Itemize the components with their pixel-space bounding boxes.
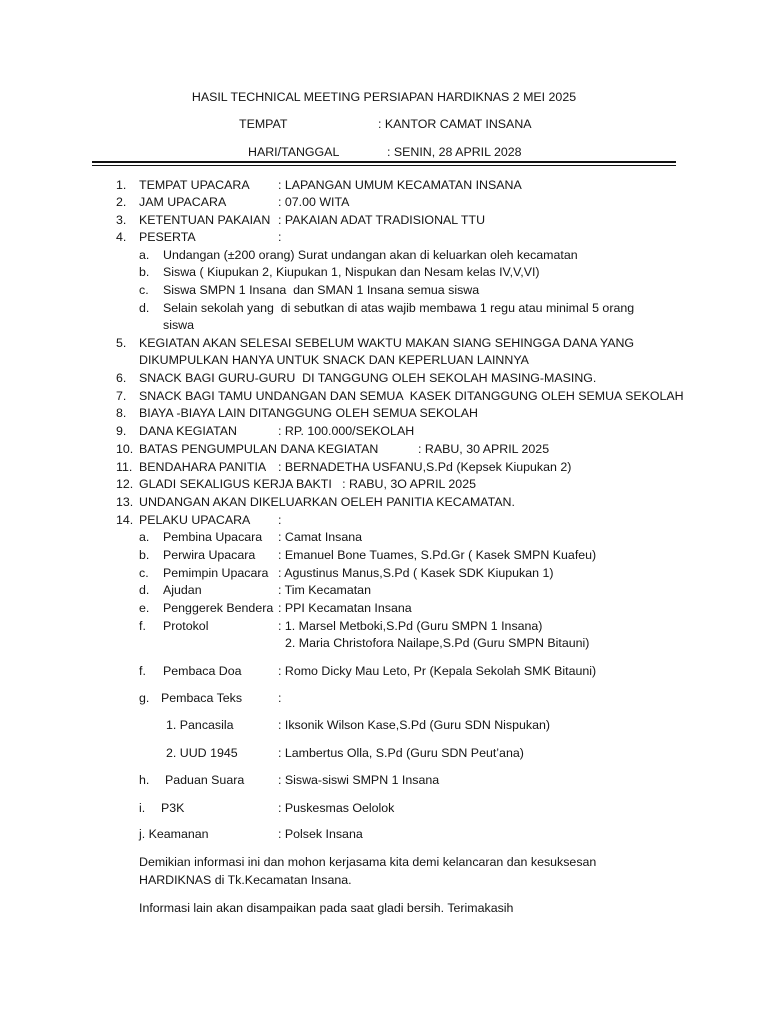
sub-letter: f. — [139, 619, 146, 633]
role-label: Pemimpin Upacara — [163, 566, 269, 580]
sub-text: Siswa SMPN 1 Insana dan SMAN 1 Insana semua siswa — [163, 283, 480, 297]
role-label: P3K — [161, 801, 185, 815]
role-label: Paduan Suara — [165, 773, 245, 787]
item-value: : — [278, 513, 282, 527]
sub-letter: b. — [139, 548, 150, 562]
item-number: 9. — [116, 424, 127, 438]
item-label: PESERTA — [139, 230, 196, 244]
sub-letter: g. — [139, 691, 150, 705]
item-number: 3. — [116, 213, 127, 227]
item-number: 5. — [116, 336, 127, 350]
item-text: BIAYA -BIAYA LAIN DITANGGUNG OLEH SEMUA SEKOLAH — [139, 406, 478, 420]
item-label: BENDAHARA PANITIA — [139, 460, 267, 474]
sub-letter: d. — [139, 301, 150, 315]
item-label: DANA KEGIATAN — [139, 424, 237, 438]
closing-note: Informasi lain akan disampaikan pada saat gladi bersih. Terimakasih — [139, 901, 514, 915]
item-label: JAM UPACARA — [139, 195, 227, 209]
sub-letter: a. — [139, 248, 150, 262]
role-label: Pembaca Doa — [163, 664, 242, 678]
sub-letter: i. — [139, 801, 146, 815]
place-value: : KANTOR CAMAT INSANA — [378, 117, 532, 131]
header-rule-thick — [92, 161, 676, 163]
role-label: 1. Pancasila — [166, 718, 234, 732]
role-value: : Siswa-siswi SMPN 1 Insana — [278, 773, 440, 787]
role-value: : Lambertus Olla, S.Pd (Guru SDN Peut’ana) — [278, 746, 524, 760]
item-value: : — [278, 230, 282, 244]
item-label: BATAS PENGUMPULAN DANA KEGIATAN — [139, 442, 379, 456]
role-value: : Polsek Insana — [278, 827, 363, 841]
item-text: SNACK BAGI TAMU UNDANGAN DAN SEMUA KASEK DITANGGUNG OLEH SEMUA SEKOLAH — [139, 389, 684, 403]
item-value: : 07.00 WITA — [278, 195, 350, 209]
role-label: 2. UUD 1945 — [166, 746, 238, 760]
document-title: HASIL TECHNICAL MEETING PERSIAPAN HARDIKNAS 2 MEI 2025 — [191, 90, 577, 104]
sub-letter: a. — [139, 530, 150, 544]
role-label: Perwira Upacara — [163, 548, 256, 562]
role-value: : Puskesmas Oelolok — [278, 801, 395, 815]
item-value: : BERNADETHA USFANU,S.Pd (Kepsek Kiupukan 2) — [278, 460, 572, 474]
sub-text: Undangan (±200 orang) Surat undangan akan di keluarkan oleh kecamatan — [163, 248, 578, 262]
item-value: : PAKAIAN ADAT TRADISIONAL TTU — [278, 213, 486, 227]
item-number: 6. — [116, 371, 127, 385]
item-value: : RP. 100.000/SEKOLAH — [278, 424, 415, 438]
role-label: Penggerek Bendera — [163, 601, 274, 615]
sub-letter: c. — [139, 283, 149, 297]
item-number: 8. — [116, 406, 127, 420]
item-text: GLADI SEKALIGUS KERJA BAKTI : RABU, 3O APRIL 2025 — [139, 477, 476, 491]
item-number: 10. — [116, 442, 134, 456]
item-number: 13. — [116, 495, 134, 509]
item-text: UNDANGAN AKAN DIKELUARKAN OELEH PANITIA KECAMATAN. — [139, 495, 515, 509]
sub-letter: h. — [139, 773, 150, 787]
closing-paragraph-line: Demikian informasi ini dan mohon kerjasama kita demi kelancaran dan kesuksesan — [139, 855, 597, 869]
role-label: j. Keamanan — [139, 827, 209, 841]
sub-letter: d. — [139, 583, 150, 597]
item-number: 11. — [116, 460, 133, 474]
item-value: : LAPANGAN UMUM KECAMATAN INSANA — [278, 178, 522, 192]
role-value: : Agustinus Manus,S.Pd ( Kasek SDK Kiupukan 1) — [278, 566, 554, 580]
item-number: 1. — [116, 178, 127, 192]
role-value: : Romo Dicky Mau Leto, Pr (Kepala Sekolah SMK Bitauni) — [278, 664, 597, 678]
sub-letter: c. — [139, 566, 149, 580]
sub-text: Siswa ( Kiupukan 2, Kiupukan 1, Nispukan dan Nesam kelas IV,V,VI) — [163, 265, 540, 279]
item-value: : RABU, 30 APRIL 2025 — [418, 442, 550, 456]
date-value: : SENIN, 28 APRIL 2028 — [387, 145, 522, 159]
sub-letter: b. — [139, 265, 150, 279]
item-text: SNACK BAGI GURU-GURU DI TANGGUNG OLEH SEKOLAH MASING-MASING. — [139, 371, 597, 385]
role-value-continued: 2. Maria Christofora Nailape,S.Pd (Guru SMPN Bitauni) — [285, 636, 590, 650]
item-number: 7. — [116, 389, 127, 403]
role-value: : Emanuel Bone Tuames, S.Pd.Gr ( Kasek SMPN Kuafeu) — [278, 548, 597, 562]
item-number: 14. — [116, 513, 134, 527]
role-label: Protokol — [163, 619, 209, 633]
item-text: KEGIATAN AKAN SELESAI SEBELUM WAKTU MAKAN SIANG SEHINGGA DANA YANG — [139, 336, 635, 350]
item-number: 12. — [116, 477, 134, 491]
item-text-continued: DIKUMPULKAN HANYA UNTUK SNACK DAN KEPERLUAN LAINNYA — [139, 353, 529, 367]
item-number: 2. — [116, 195, 127, 209]
role-value: : Tim Kecamatan — [278, 583, 371, 597]
role-value: : — [278, 691, 282, 705]
sub-text: Selain sekolah yang di sebutkan di atas wajib membawa 1 regu atau minimal 5 orang — [163, 301, 635, 315]
place-label: TEMPAT — [239, 117, 288, 131]
role-value: : Iksonik Wilson Kase,S.Pd (Guru SDN Nispukan) — [278, 718, 551, 732]
sub-letter: f. — [139, 664, 146, 678]
header-rule-thin — [92, 165, 676, 166]
item-label: TEMPAT UPACARA — [139, 178, 250, 192]
item-number: 4. — [116, 230, 127, 244]
date-label: HARI/TANGGAL — [248, 145, 340, 159]
role-label: Pembaca Teks — [161, 691, 243, 705]
role-label: Ajudan — [163, 583, 202, 597]
item-label: PELAKU UPACARA — [139, 513, 251, 527]
sub-text-continued: siswa — [163, 318, 194, 332]
sub-letter: e. — [139, 601, 150, 615]
role-value: : PPI Kecamatan Insana — [278, 601, 412, 615]
role-label: Pembina Upacara — [163, 530, 263, 544]
closing-paragraph-line: HARDIKNAS di Tk.Kecamatan Insana. — [139, 873, 352, 887]
role-value: : Camat Insana — [278, 530, 363, 544]
role-value: : 1. Marsel Metboki,S.Pd (Guru SMPN 1 Insana) — [278, 619, 543, 633]
item-label: KETENTUAN PAKAIAN — [139, 213, 271, 227]
